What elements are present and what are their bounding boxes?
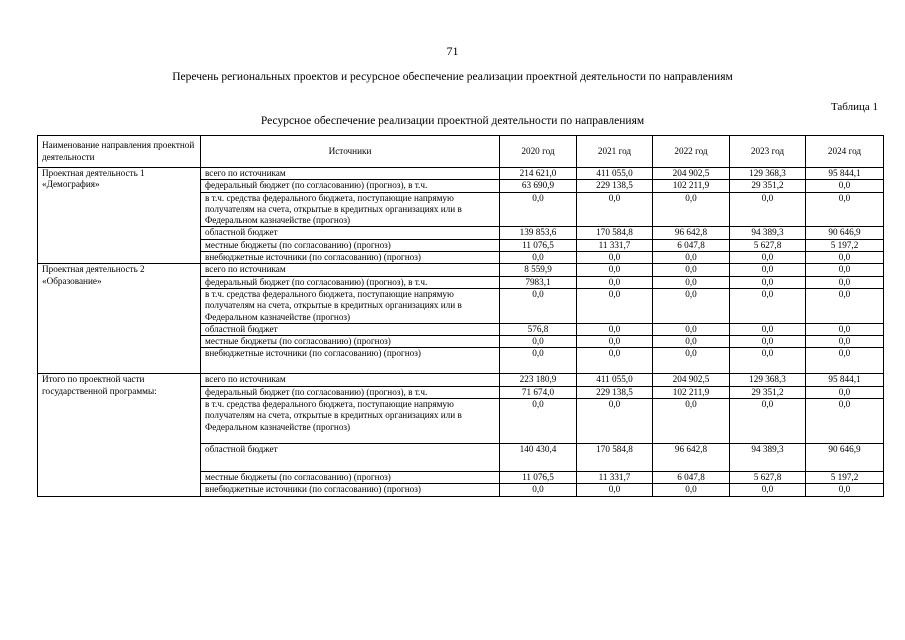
value-cell: 129 368,3 (730, 168, 806, 180)
value-cell: 96 642,8 (653, 444, 730, 472)
project-name-cell: Итого по проектной части государственной программы: (38, 374, 201, 496)
value-cell: 5 627,8 (730, 472, 806, 484)
value-cell: 0,0 (653, 252, 730, 264)
value-cell: 6 047,8 (653, 472, 730, 484)
column-header-year: 2022 год (653, 136, 730, 168)
value-cell: 0,0 (577, 484, 653, 496)
value-cell: 0,0 (500, 336, 577, 348)
value-cell: 0,0 (653, 323, 730, 335)
value-cell: 0,0 (730, 484, 806, 496)
value-cell: 0,0 (730, 399, 806, 444)
value-cell: 0,0 (806, 252, 884, 264)
value-cell: 170 584,8 (577, 227, 653, 239)
value-cell: 5 627,8 (730, 239, 806, 251)
value-cell: 94 389,3 (730, 227, 806, 239)
value-cell: 11 331,7 (577, 239, 653, 251)
source-cell: местные бюджеты (по согласованию) (прогноз) (201, 239, 500, 251)
value-cell: 411 055,0 (577, 374, 653, 386)
value-cell: 90 646,9 (806, 444, 884, 472)
value-cell: 71 674,0 (500, 386, 577, 398)
source-cell: всего по источникам (201, 374, 500, 386)
value-cell: 11 331,7 (577, 472, 653, 484)
value-cell: 0,0 (730, 336, 806, 348)
value-cell: 0,0 (500, 484, 577, 496)
value-cell: 29 351,2 (730, 180, 806, 192)
value-cell: 102 211,9 (653, 180, 730, 192)
value-cell: 0,0 (577, 252, 653, 264)
value-cell: 0,0 (730, 348, 806, 374)
value-cell: 6 047,8 (653, 239, 730, 251)
source-cell: всего по источникам (201, 264, 500, 276)
value-cell: 11 076,5 (500, 239, 577, 251)
value-cell: 5 197,2 (806, 239, 884, 251)
value-cell: 0,0 (730, 252, 806, 264)
value-cell: 29 351,2 (730, 386, 806, 398)
column-header-year: 2020 год (500, 136, 577, 168)
value-cell: 7983,1 (500, 276, 577, 288)
value-cell: 0,0 (730, 288, 806, 323)
column-header-name: Наименование направления проектной деятельности (38, 136, 201, 168)
value-cell: 223 180,9 (500, 374, 577, 386)
value-cell: 0,0 (806, 399, 884, 444)
value-cell: 0,0 (806, 180, 884, 192)
value-cell: 95 844,1 (806, 168, 884, 180)
table-row (38, 264, 884, 276)
value-cell: 0,0 (806, 288, 884, 323)
source-cell: областной бюджет (201, 323, 500, 335)
source-cell: федеральный бюджет (по согласованию) (прогноз), в т.ч. (201, 386, 500, 398)
value-cell: 102 211,9 (653, 386, 730, 398)
value-cell: 8 559,9 (500, 264, 577, 276)
value-cell: 0,0 (806, 323, 884, 335)
source-cell: внебюджетные источники (по согласованию) (прогноз) (201, 348, 500, 374)
value-cell: 204 902,5 (653, 168, 730, 180)
table-body (38, 168, 884, 497)
value-cell: 0,0 (577, 276, 653, 288)
budget-table (37, 135, 884, 497)
value-cell: 170 584,8 (577, 444, 653, 472)
value-cell: 0,0 (806, 348, 884, 374)
column-header-year: 2024 год (806, 136, 884, 168)
value-cell: 90 646,9 (806, 227, 884, 239)
value-cell: 63 690,9 (500, 180, 577, 192)
value-cell: 0,0 (577, 264, 653, 276)
document-title: Перечень региональных проектов и ресурсное обеспечение реализации проектной деятельности по направлениям (172, 71, 733, 83)
source-cell: областной бюджет (201, 227, 500, 239)
value-cell: 229 138,5 (577, 180, 653, 192)
value-cell: 140 430,4 (500, 444, 577, 472)
source-cell: внебюджетные источники (по согласованию) (прогноз) (201, 484, 500, 496)
table-row (38, 168, 884, 180)
value-cell: 0,0 (806, 386, 884, 398)
value-cell: 0,0 (500, 399, 577, 444)
source-cell: областной бюджет (201, 444, 500, 472)
value-cell: 129 368,3 (730, 374, 806, 386)
table-label: Таблица 1 (830, 101, 878, 113)
page-number: 71 (446, 44, 459, 58)
value-cell: 0,0 (806, 336, 884, 348)
value-cell: 94 389,3 (730, 444, 806, 472)
value-cell: 0,0 (653, 484, 730, 496)
value-cell: 0,0 (730, 276, 806, 288)
source-cell: местные бюджеты (по согласованию) (прогноз) (201, 472, 500, 484)
project-name-cell: Проектная деятельность 1 «Демография» (38, 168, 201, 264)
value-cell: 411 055,0 (577, 168, 653, 180)
table-title: Ресурсное обеспечение реализации проектной деятельности по направлениям (260, 115, 645, 127)
value-cell: 0,0 (500, 252, 577, 264)
value-cell: 204 902,5 (653, 374, 730, 386)
source-cell: внебюджетные источники (по согласованию) (прогноз) (201, 252, 500, 264)
value-cell: 214 621,0 (500, 168, 577, 180)
value-cell: 0,0 (577, 336, 653, 348)
value-cell: 229 138,5 (577, 386, 653, 398)
source-cell: федеральный бюджет (по согласованию) (прогноз), в т.ч. (201, 180, 500, 192)
value-cell: 0,0 (500, 288, 577, 323)
source-cell: местные бюджеты (по согласованию) (прогноз) (201, 336, 500, 348)
value-cell: 0,0 (653, 348, 730, 374)
column-header-source: Источники (201, 136, 500, 168)
value-cell: 0,0 (577, 192, 653, 227)
value-cell: 0,0 (500, 192, 577, 227)
table-header-row (38, 136, 884, 168)
value-cell: 0,0 (577, 288, 653, 323)
value-cell: 139 853,6 (500, 227, 577, 239)
value-cell: 0,0 (806, 484, 884, 496)
value-cell: 96 642,8 (653, 227, 730, 239)
value-cell: 0,0 (577, 399, 653, 444)
value-cell: 0,0 (730, 264, 806, 276)
value-cell: 0,0 (653, 264, 730, 276)
value-cell: 11 076,5 (500, 472, 577, 484)
value-cell: 0,0 (653, 192, 730, 227)
column-header-year: 2021 год (577, 136, 653, 168)
value-cell: 95 844,1 (806, 374, 884, 386)
source-cell: федеральный бюджет (по согласованию) (прогноз), в т.ч. (201, 276, 500, 288)
value-cell: 0,0 (653, 336, 730, 348)
project-name-cell: Проектная деятельность 2 «Образование» (38, 264, 201, 374)
column-header-year: 2023 год (730, 136, 806, 168)
value-cell: 576,8 (500, 323, 577, 335)
value-cell: 0,0 (653, 276, 730, 288)
value-cell: 0,0 (653, 288, 730, 323)
value-cell: 0,0 (653, 399, 730, 444)
source-cell: всего по источникам (201, 168, 500, 180)
source-cell: в т.ч. средства федерального бюджета, поступающие напрямую получателям на счета, открытые в кредитных организациях или в Федеральном казначействе (прогноз) (201, 288, 500, 323)
value-cell: 0,0 (577, 323, 653, 335)
source-cell: в т.ч. средства федерального бюджета, поступающие напрямую получателям на счета, открытые в кредитных организациях или в Федеральном казначействе (прогноз) (201, 399, 500, 444)
value-cell: 0,0 (806, 264, 884, 276)
table-row (38, 374, 884, 386)
value-cell: 0,0 (730, 323, 806, 335)
value-cell: 5 197,2 (806, 472, 884, 484)
value-cell: 0,0 (806, 276, 884, 288)
value-cell: 0,0 (806, 192, 884, 227)
source-cell: в т.ч. средства федерального бюджета, поступающие напрямую получателям на счета, открытые в кредитных организациях или в Федеральном казначействе (прогноз) (201, 192, 500, 227)
value-cell: 0,0 (500, 348, 577, 374)
value-cell: 0,0 (730, 192, 806, 227)
value-cell: 0,0 (577, 348, 653, 374)
